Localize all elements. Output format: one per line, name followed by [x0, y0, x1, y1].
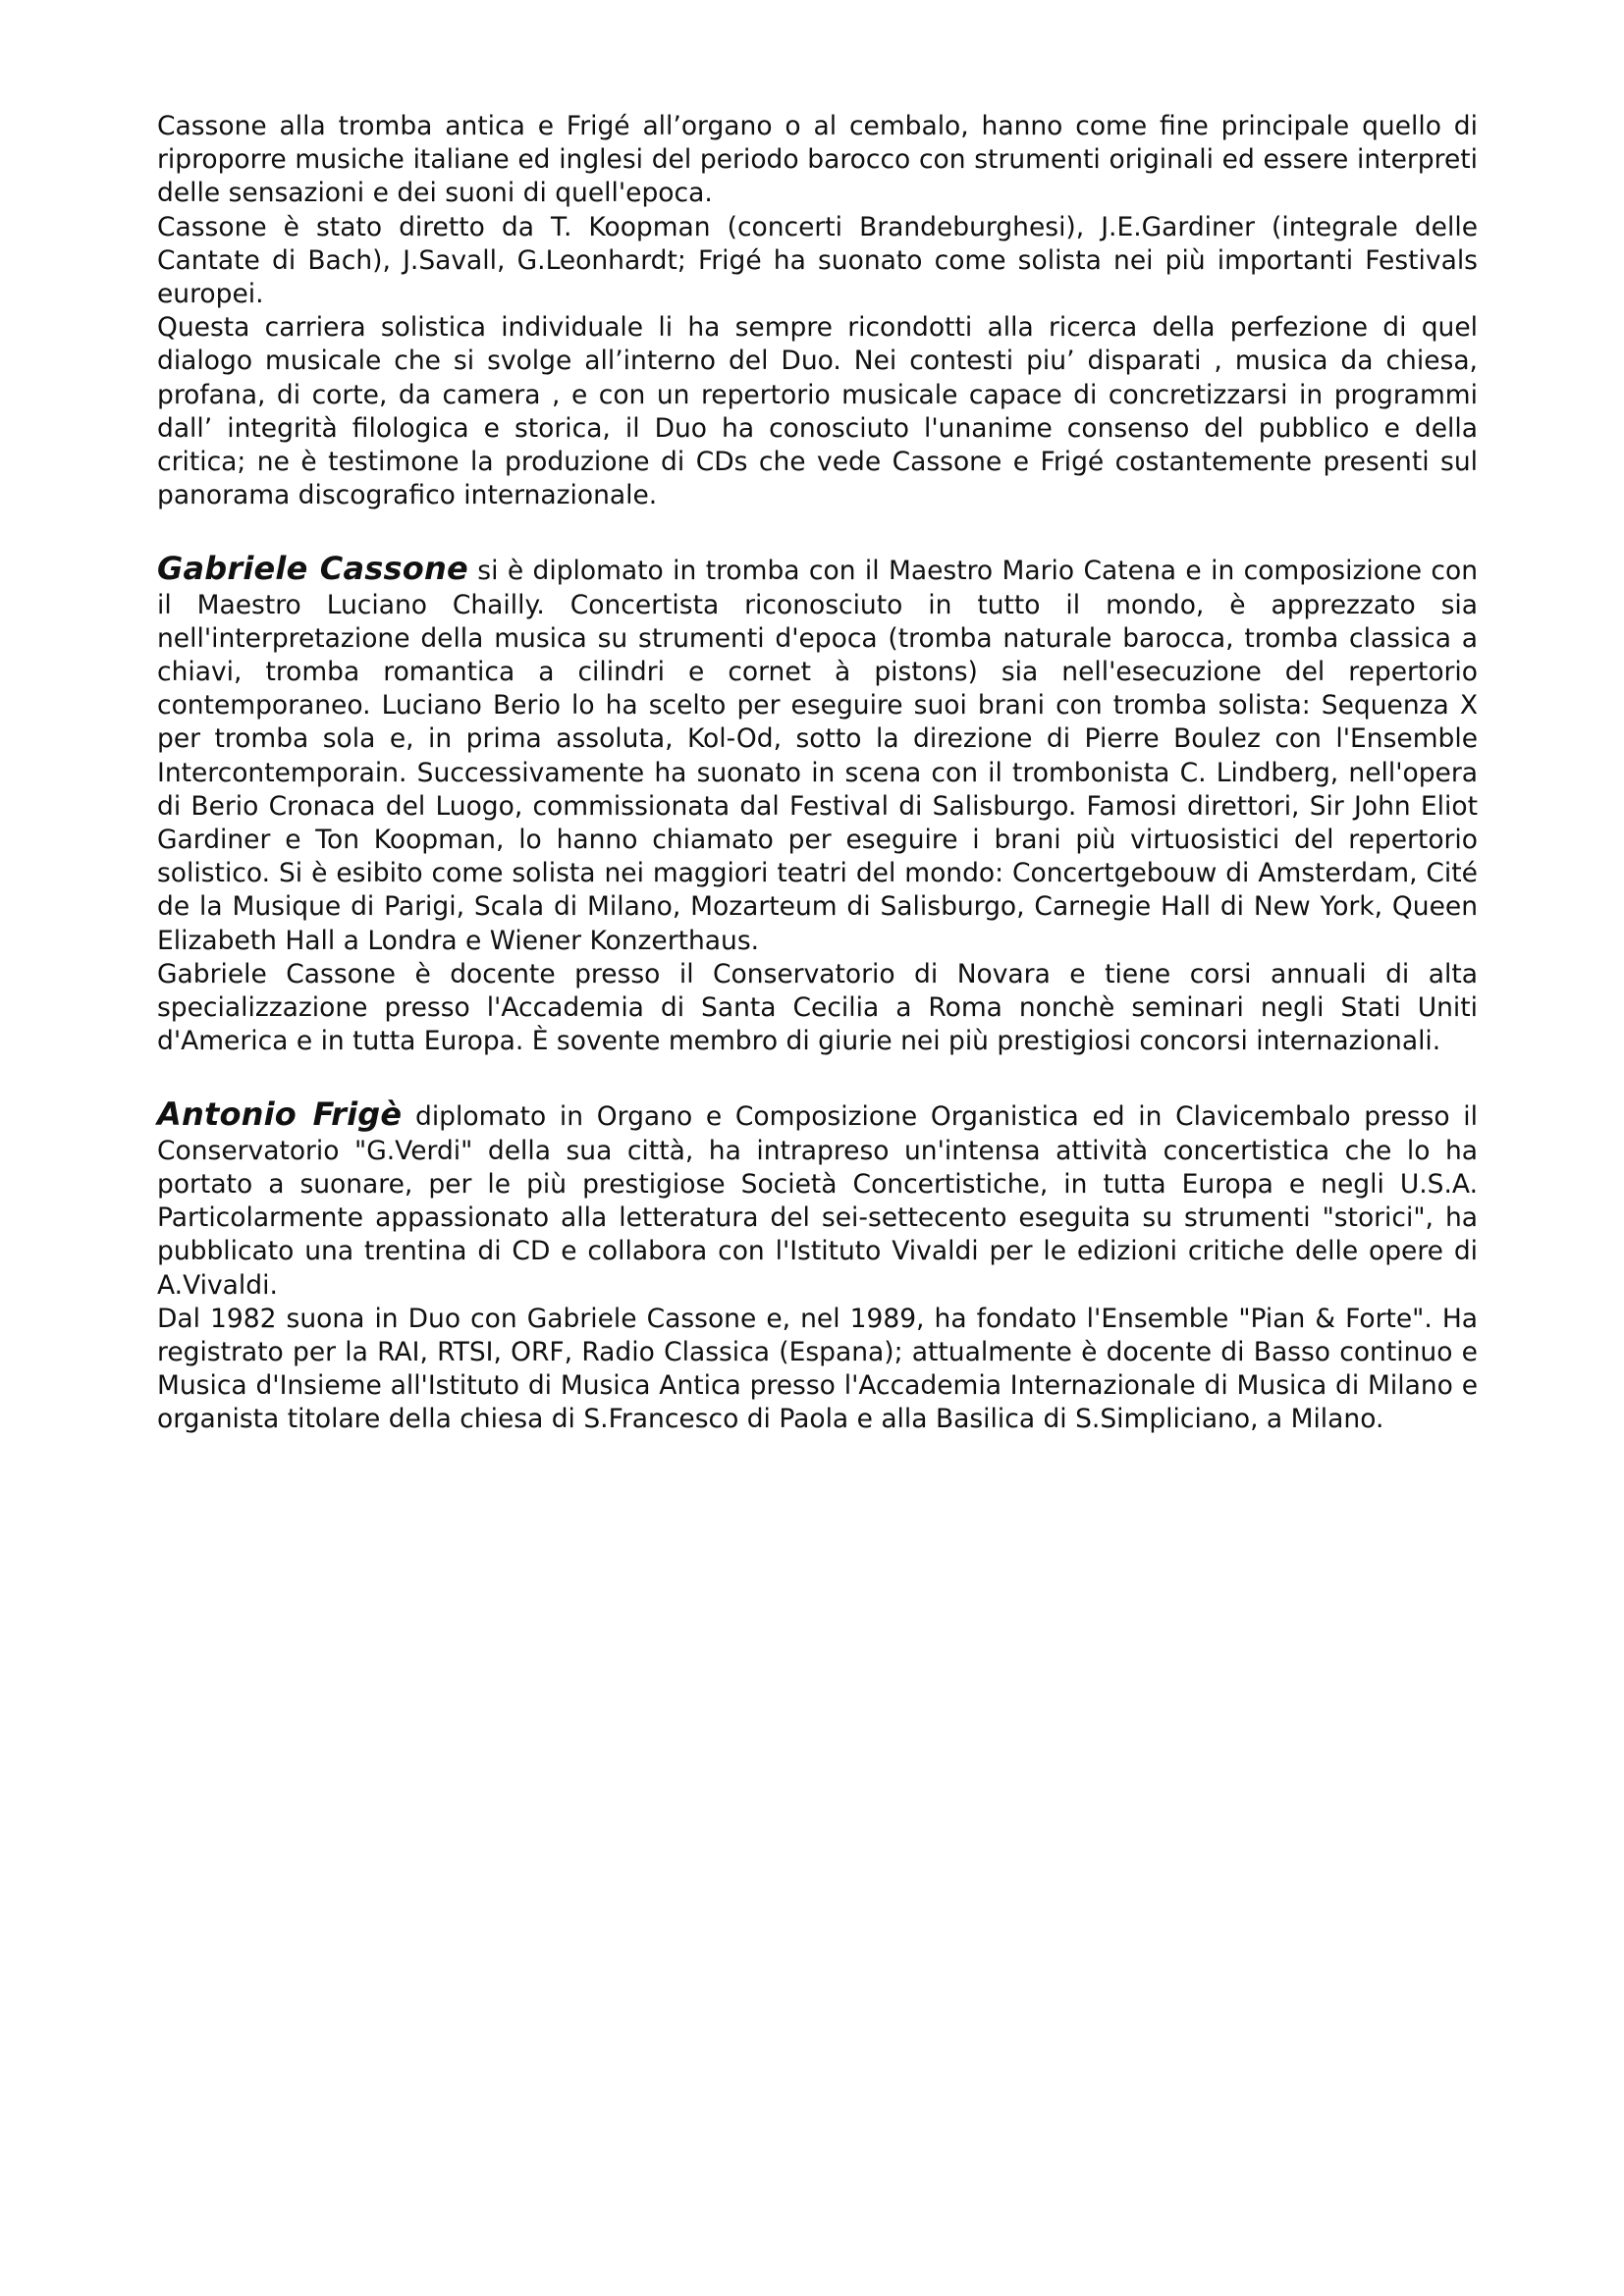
section-gap: [157, 512, 1478, 552]
frige-name: Antonio Frigè: [157, 1095, 403, 1134]
frige-bio-text: diplomato in Organo e Composizione Organistica ed in Clavicembalo presso il Conservatorio "G.Verdi" della sua città, ha intrapreso un'intensa attività concertistica che lo ha portato a suonare, per le più prestigiose Società Concertistiche, in tutta Europa e negli U.S.A. Particolarmente appassionato alla letteratura del sei-settecento eseguita su strumenti "storici", ha pubblicato una trentina di CD e collabora con l'Istituto Vivaldi per le edizioni critiche delle opere di A.Vivaldi.: [157, 1101, 1479, 1301]
cassone-bio-paragraph: [157, 552, 1478, 957]
frige-section: [157, 1097, 1478, 1436]
cassone-section: [157, 552, 1478, 1058]
frige-career-paragraph: Dal 1982 suona in Duo con Gabriele Cassone e, nel 1989, ha fondato l'Ensemble "Pian & Forte". Ha registrato per la RAI, RTSI, ORF, Radio Classica (Espana); attualmente è docente di Basso continuo e Musica d'Insieme all'Istituto di Musica Antica presso l'Accademia Internazionale di Musica di Milano e organista titolare della chiesa di S.Francesco di Paola e alla Basilica di S.Simpliciano, a Milano.: [157, 1303, 1478, 1435]
intro-paragraph-instruments: Cassone alla tromba antica e Frigé all’organo o al cembalo, hanno come fine principale quello di riproporre musiche italiane ed inglesi del periodo barocco con strumenti originali ed essere interpreti delle sensazioni e dei suoni di quell'epoca.: [157, 111, 1478, 209]
intro-paragraph-career: Questa carriera solistica individuale li ha sempre ricondotti alla ricerca della perfezione di quel dialogo musicale che si svolge all’interno del Duo. Nei contesti piu’ disparati , musica da chiesa, profana, di corte, da camera , e con un repertorio musicale capace di concretizzarsi in programmi dall’ integrità filologica e storica, il Duo ha conosciuto l'unanime consenso del pubblico e della critica; ne è testimone la produzione di CDs che vede Cassone e Frigé costantemente presenti sul panorama discografico internazionale.: [157, 312, 1478, 511]
document-page: [157, 110, 1478, 1437]
cassone-name: Gabriele Cassone: [157, 550, 468, 588]
frige-bio-paragraph: [157, 1097, 1478, 1302]
intro-paragraph-conductors: Cassone è stato diretto da T. Koopman (concerti Brandeburghesi), J.E.Gardiner (integrale delle Cantate di Bach), J.Savall, G.Leonhardt; Frigé ha suonato come solista nei più importanti Festivals europei.: [157, 211, 1478, 310]
cassone-bio-text: si è diplomato in tromba con il Maestro Mario Catena e in composizione con il Maestro Luciano Chailly. Concertista riconosciuto in tutto il mondo, è apprezzato sia nell'interpretazione della musica su strumenti d'epoca (tromba naturale barocca, tromba classica a chiavi, tromba romantica a cilindri e cornet à pistons) sia nell'esecuzione del repertorio contemporaneo. Luciano Berio lo ha scelto per eseguire suoi brani con tromba solista: Sequenza X per tromba sola e, in prima assoluta, Kol-Od, sotto la direzione di Pierre Boulez con l'Ensemble Intercontemporain. Successivamente ha suonato in scena con il trombonista C. Lindberg, nell'opera di Berio Cronaca del Luogo, commissionata dal Festival di Salisburgo. Famosi direttori, Sir John Eliot Gardiner e Ton Koopman, lo hanno chiamato per eseguire i brani più virtuosistici del repertorio solistico. Si è esibito come solista nei maggiori teatri del mondo: Concertgebouw di Amsterdam, Cité de la Musique di Parigi, Scala di Milano, Mozarteum di Salisburgo, Carnegie Hall di New York, Queen Elizabeth Hall a Londra e Wiener Konzerthaus.: [157, 556, 1479, 956]
section-gap: [157, 1058, 1478, 1097]
intro-section: [157, 110, 1478, 512]
cassone-teaching-paragraph: Gabriele Cassone è docente presso il Conservatorio di Novara e tiene corsi annuali di alta specializzazione presso l'Accademia di Santa Cecilia a Roma nonchè seminari negli Stati Uniti d'America e in tutta Europa. È sovente membro di giurie nei più prestigiosi concorsi internazionali.: [157, 958, 1478, 1057]
